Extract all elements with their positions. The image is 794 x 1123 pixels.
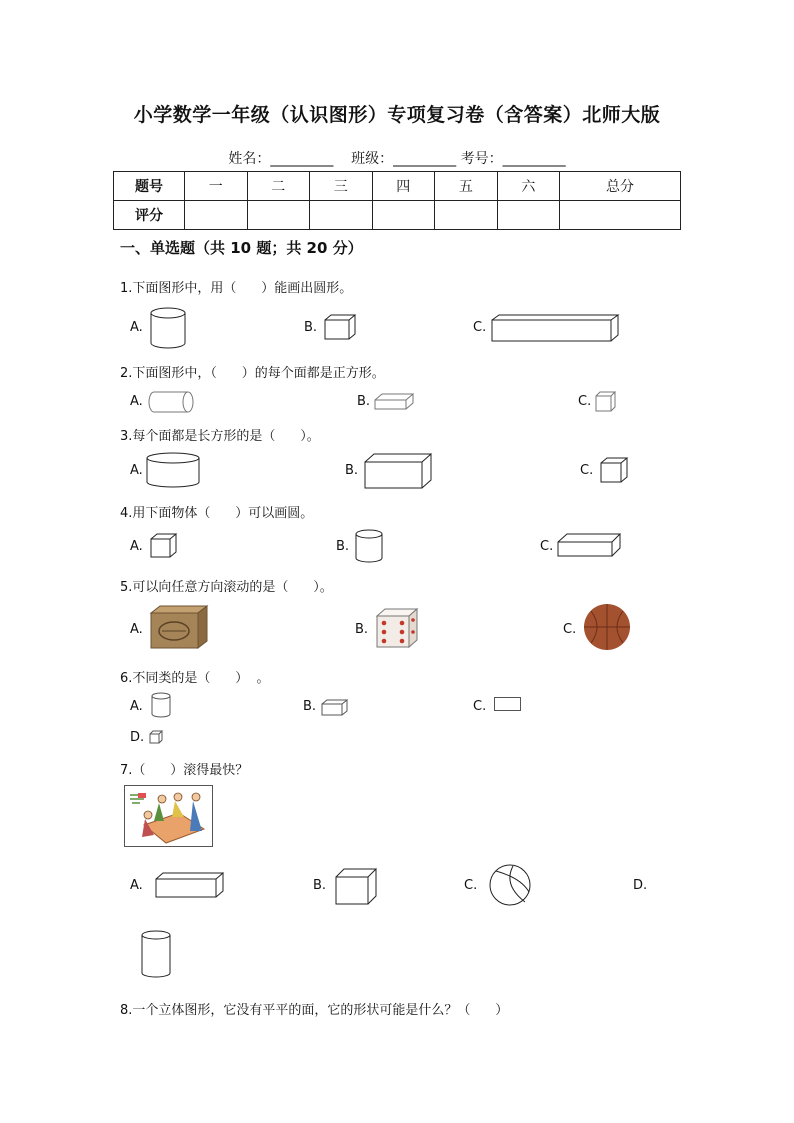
q5-option-c[interactable]: C. [563, 622, 577, 637]
name-label: 姓名： [228, 151, 271, 167]
exam-label: 考号： [460, 151, 503, 167]
q3-option-c[interactable]: C. [580, 463, 594, 478]
question-8: 8.一个立体图形，它没有平平的面，它的形状可能是什么？（ ） [120, 1003, 509, 1018]
question-5: 5.可以向任意方向滚动的是（ ）。 [120, 580, 333, 595]
q7-option-b[interactable]: B. [313, 878, 327, 893]
q7-option-a[interactable]: A. [130, 878, 143, 893]
q3-option-b[interactable]: B. [345, 463, 359, 478]
q7-option-c[interactable]: C. [464, 878, 478, 893]
dice-icon [376, 608, 418, 648]
cylinder-icon [150, 307, 186, 349]
score-col-total: 总分 [560, 172, 681, 201]
page-title: 小学数学一年级（认识图形）专项复习卷（含答案）北师大版 [133, 104, 661, 126]
score-col-2: 二 [247, 172, 310, 201]
question-6: 6.不同类的是（ ） 。 [120, 671, 270, 686]
score-cell[interactable] [435, 201, 498, 230]
class-blank[interactable]: _________ [393, 151, 457, 167]
q7-option-d[interactable]: D. [633, 878, 648, 893]
score-cell[interactable] [372, 201, 435, 230]
score-table-row-scores [114, 201, 681, 230]
q4-option-c[interactable]: C. [540, 539, 554, 554]
cuboid-icon [364, 453, 432, 489]
q6-option-d[interactable]: D. [130, 730, 145, 745]
q5-option-a[interactable]: A. [130, 622, 143, 637]
class-label: 班级： [351, 151, 394, 167]
score-header-score: 评分 [114, 201, 185, 230]
score-table [113, 171, 681, 230]
cuboid-icon [321, 699, 348, 716]
question-4: 4.用下面物体（ ）可以画圆。 [120, 506, 314, 521]
score-cell[interactable] [560, 201, 681, 230]
cylinder-lying-icon [147, 390, 195, 414]
score-col-5: 五 [435, 172, 498, 201]
score-cell[interactable] [497, 201, 560, 230]
cylinder-icon [151, 692, 171, 718]
q2-option-c[interactable]: C. [578, 394, 592, 409]
basketball-icon [583, 602, 631, 652]
cube-icon [150, 533, 177, 558]
score-col-1: 一 [185, 172, 248, 201]
question-7: 7.（ ）滚得最快？ [120, 763, 249, 778]
cuboid-icon [155, 872, 224, 898]
cylinder-icon [146, 452, 200, 488]
q5-option-b[interactable]: B. [355, 622, 369, 637]
score-col-4: 四 [372, 172, 435, 201]
cylinder-icon [141, 930, 171, 978]
cube-icon [335, 868, 377, 905]
q6-option-a[interactable]: A. [130, 699, 143, 714]
cuboid-icon [557, 533, 621, 557]
q6-option-c[interactable]: C. [473, 699, 487, 714]
flat-cuboid-icon [374, 393, 414, 411]
q2-option-b[interactable]: B. [357, 394, 371, 409]
score-cell[interactable] [185, 201, 248, 230]
score-table-row-numbers [114, 172, 681, 201]
small-cube-icon [149, 730, 163, 744]
cuboid-icon [491, 314, 619, 342]
rectangle-icon [494, 697, 521, 712]
question-3: 3.每个面都是长方形的是（ ）。 [120, 429, 320, 444]
score-cell[interactable] [247, 201, 310, 230]
baseball-icon [489, 864, 531, 906]
wooden-box-icon [150, 605, 208, 649]
section-heading: 一、单选题（共 10 题；共 20 分） [120, 239, 363, 257]
q1-option-a[interactable]: A. [130, 320, 143, 335]
name-blank[interactable]: _________ [270, 151, 334, 167]
q4-option-a[interactable]: A. [130, 539, 143, 554]
q1-option-b[interactable]: B. [304, 320, 318, 335]
cylinder-icon [355, 529, 383, 563]
score-cell[interactable] [310, 201, 373, 230]
q1-option-c[interactable]: C. [473, 320, 487, 335]
score-col-3: 三 [310, 172, 373, 201]
student-info [0, 148, 794, 168]
cube-icon [324, 314, 356, 340]
exam-blank[interactable]: _________ [502, 151, 566, 167]
q3-option-a[interactable]: A. [130, 463, 143, 478]
q2-option-a[interactable]: A. [130, 394, 143, 409]
score-header-number: 题号 [114, 172, 185, 201]
question-2: 2.下面图形中，（ ）的每个面都是正方形。 [120, 366, 385, 381]
children-playing-illustration [124, 785, 213, 847]
cube-icon [595, 391, 617, 413]
q6-option-b[interactable]: B. [303, 699, 317, 714]
score-col-6: 六 [497, 172, 560, 201]
q4-option-b[interactable]: B. [336, 539, 350, 554]
cube-icon [600, 457, 628, 483]
question-1: 1.下面图形中，用（ ）能画出圆形。 [120, 281, 353, 296]
